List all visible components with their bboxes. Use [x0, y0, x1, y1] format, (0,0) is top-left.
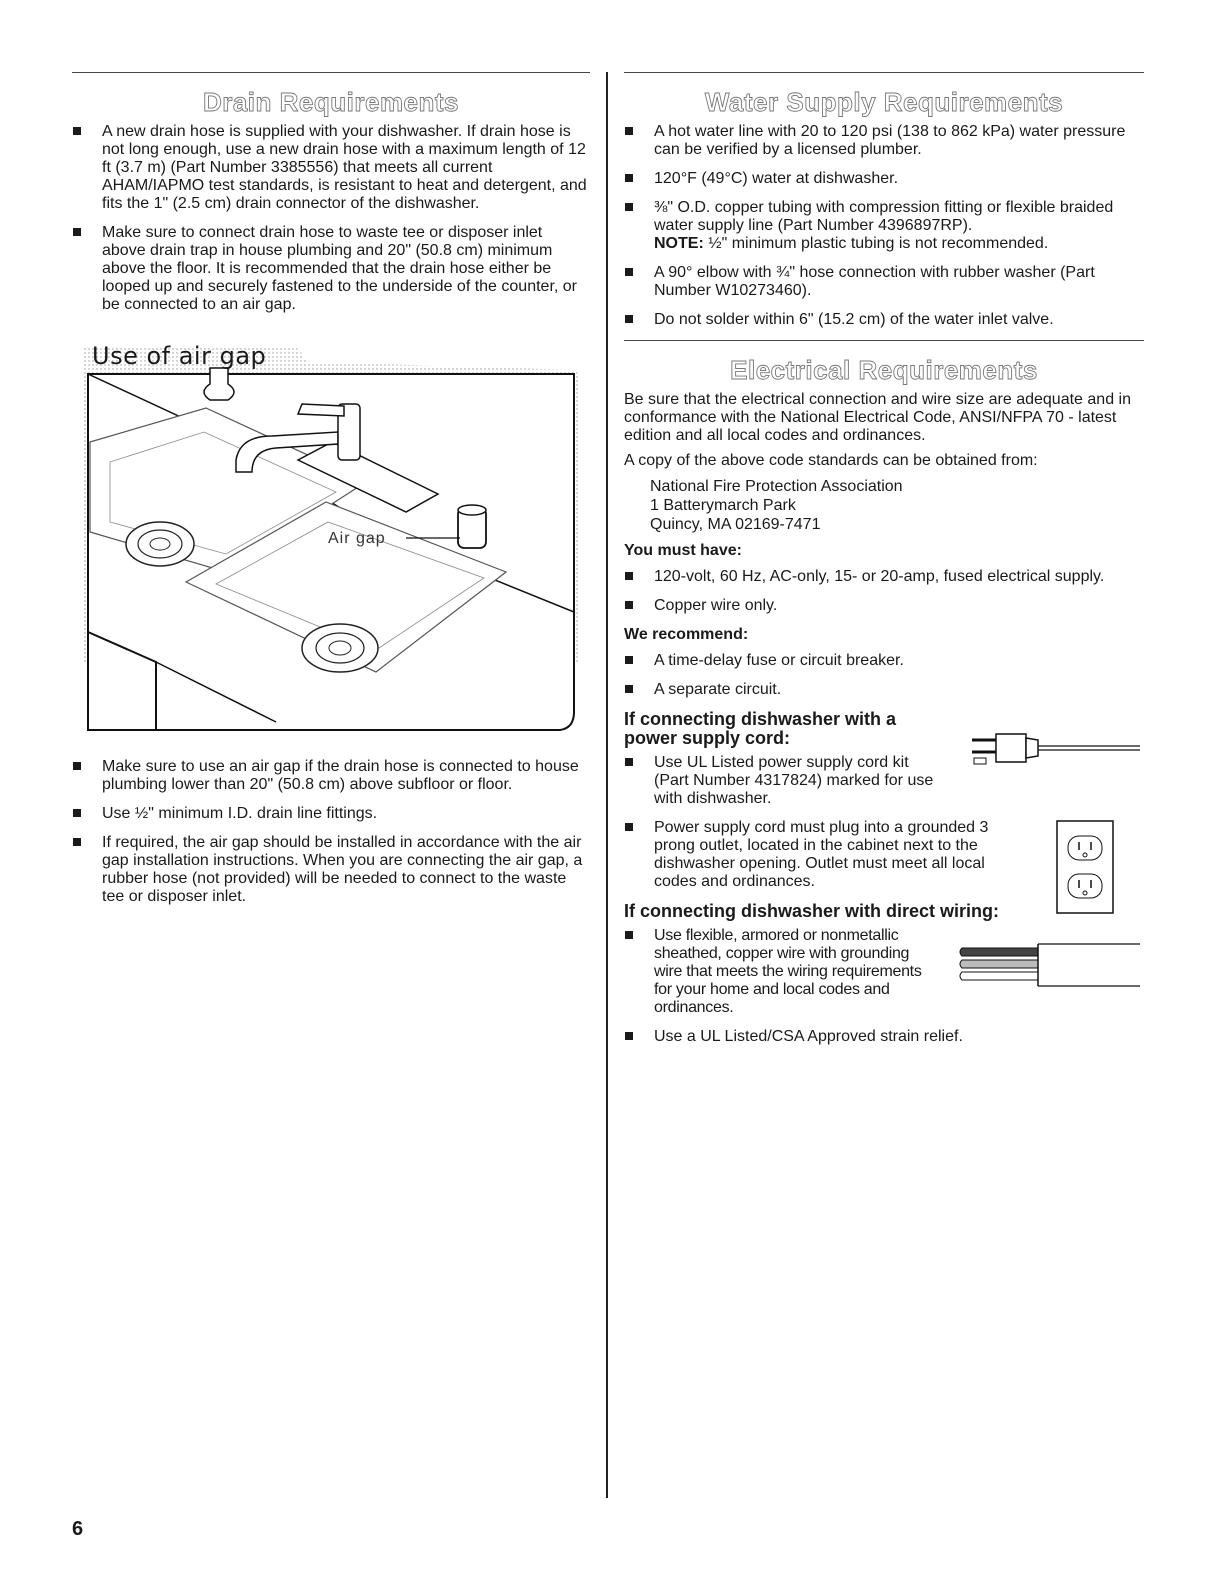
- list-item: If required, the air gap should be installed in accordance with the air gap installation instructions. When you are connecting the air gap, a rubber hose (not provided) will be needed to connect to the waste tee or disposer inlet.: [72, 834, 590, 906]
- code-copy-text: A copy of the above code standards can be obtained from:: [624, 452, 1038, 469]
- drain-bullets: [72, 123, 590, 314]
- page-number: 6: [72, 1518, 84, 1540]
- section-rule: [624, 72, 1144, 73]
- electrical-intro: Be sure that the electrical connection and wire size are adequate and in conformance with the National Electrical Code, ANSI/NFPA 70 - latest edition and all local codes and ordinances.: [624, 391, 1131, 444]
- must-have-heading: You must have:: [624, 542, 742, 559]
- electrical-title: Electrical Requirements: [730, 355, 1038, 385]
- list-item: Power supply cord must plug into a grounded 3 prong outlet, located in the cabinet next to the dishwasher opening. Outlet must meet all local codes and ordinances.: [624, 819, 1024, 891]
- must-have-bullets: [624, 568, 1144, 615]
- list-item: Do not solder within 6" (15.2 cm) of the water inlet valve.: [624, 311, 1144, 329]
- list-item: 120°F (49°C) water at dishwasher.: [624, 170, 1144, 188]
- column-divider: [606, 72, 608, 1498]
- direct-wiring-icon: [958, 942, 1142, 990]
- air-gap-figure: [76, 332, 584, 734]
- address-line: National Fire Protection Association: [650, 478, 903, 495]
- section-rule: [72, 72, 590, 73]
- list-item: Make sure to connect drain hose to waste tee or disposer inlet above drain trap in house plumbing and 20" (50.8 cm) minimum above the floor. It is recommended that the drain hose either be looped up and securely fastened to the underside of the counter, or be connected to an air gap.: [72, 224, 590, 314]
- list-item: Use a UL Listed/CSA Approved strain relief.: [624, 1028, 1144, 1046]
- address-line: 1 Batterymarch Park: [650, 497, 796, 514]
- recommend-bullets: [624, 652, 1144, 699]
- list-item: Use ½" minimum I.D. drain line fittings.: [72, 805, 590, 823]
- list-item: A new drain hose is supplied with your dishwasher. If drain hose is not long enough, use a new drain hose with a maximum length of 12 ft (3.7 m) (Part Number 3385556) that meets all current AHAM/IAPMO test standards, is resistant to heat and detergent, and fits the 1" (2.5 cm) drain connector of the dishwasher.: [72, 123, 590, 213]
- right-column: [624, 72, 1144, 1057]
- power-cord-plug-icon: [970, 726, 1142, 772]
- power-cord-section: [624, 710, 1144, 891]
- section-rule: [624, 340, 1144, 341]
- air-gap-label: Air gap: [328, 530, 386, 547]
- note-text: ½" minimum plastic tubing is not recommended.: [703, 235, 1049, 252]
- drain-bullets-after: [72, 758, 590, 906]
- list-item: A hot water line with 20 to 120 psi (138 to 862 kPa) water pressure can be verified by a licensed plumber.: [624, 123, 1144, 159]
- figure-title: Use of air gap: [92, 342, 267, 370]
- power-cord-heading: If connecting dishwasher with a power supply cord:: [624, 709, 897, 748]
- list-item: Make sure to use an air gap if the drain hose is connected to house plumbing lower than 20" (50.8 cm) above subfloor or floor.: [72, 758, 590, 794]
- list-item: Copper wire only.: [624, 597, 1144, 615]
- water-bullets: [624, 123, 1144, 329]
- list-item: A separate circuit.: [624, 681, 1144, 699]
- list-item: 120-volt, 60 Hz, AC-only, 15- or 20-amp, fused electrical supply.: [624, 568, 1144, 586]
- list-item: [624, 199, 1144, 253]
- direct-wiring-section: [624, 902, 1144, 1046]
- outlet-icon: [1056, 820, 1114, 914]
- list-item: Use flexible, armored or nonmetallic sheathed, copper wire with grounding wire that meets the wiring requirements for your home and local codes and ordinances.: [624, 927, 934, 1017]
- direct-wiring-heading: If connecting dishwasher with direct wiring:: [624, 901, 1000, 921]
- drain-requirements-column: [72, 72, 590, 917]
- list-item: A time-delay fuse or circuit breaker.: [624, 652, 1144, 670]
- water-supply-title: Water Supply Requirements: [704, 87, 1064, 117]
- address-line: Quincy, MA 02169-7471: [650, 516, 821, 533]
- list-item-text: ⅜" O.D. copper tubing with compression fitting or flexible braided water supply line (Part Number 4396897RP).: [654, 199, 1114, 234]
- list-item: Use UL Listed power supply cord kit (Part Number 4317824) marked for use with dishwasher.: [624, 754, 944, 808]
- note-label: NOTE:: [654, 235, 704, 252]
- list-item: A 90° elbow with ¾" hose connection with rubber washer (Part Number W10273460).: [624, 264, 1144, 300]
- recommend-heading: We recommend:: [624, 626, 749, 643]
- drain-requirements-title: Drain Requirements: [202, 87, 460, 117]
- address-block: [650, 477, 1144, 534]
